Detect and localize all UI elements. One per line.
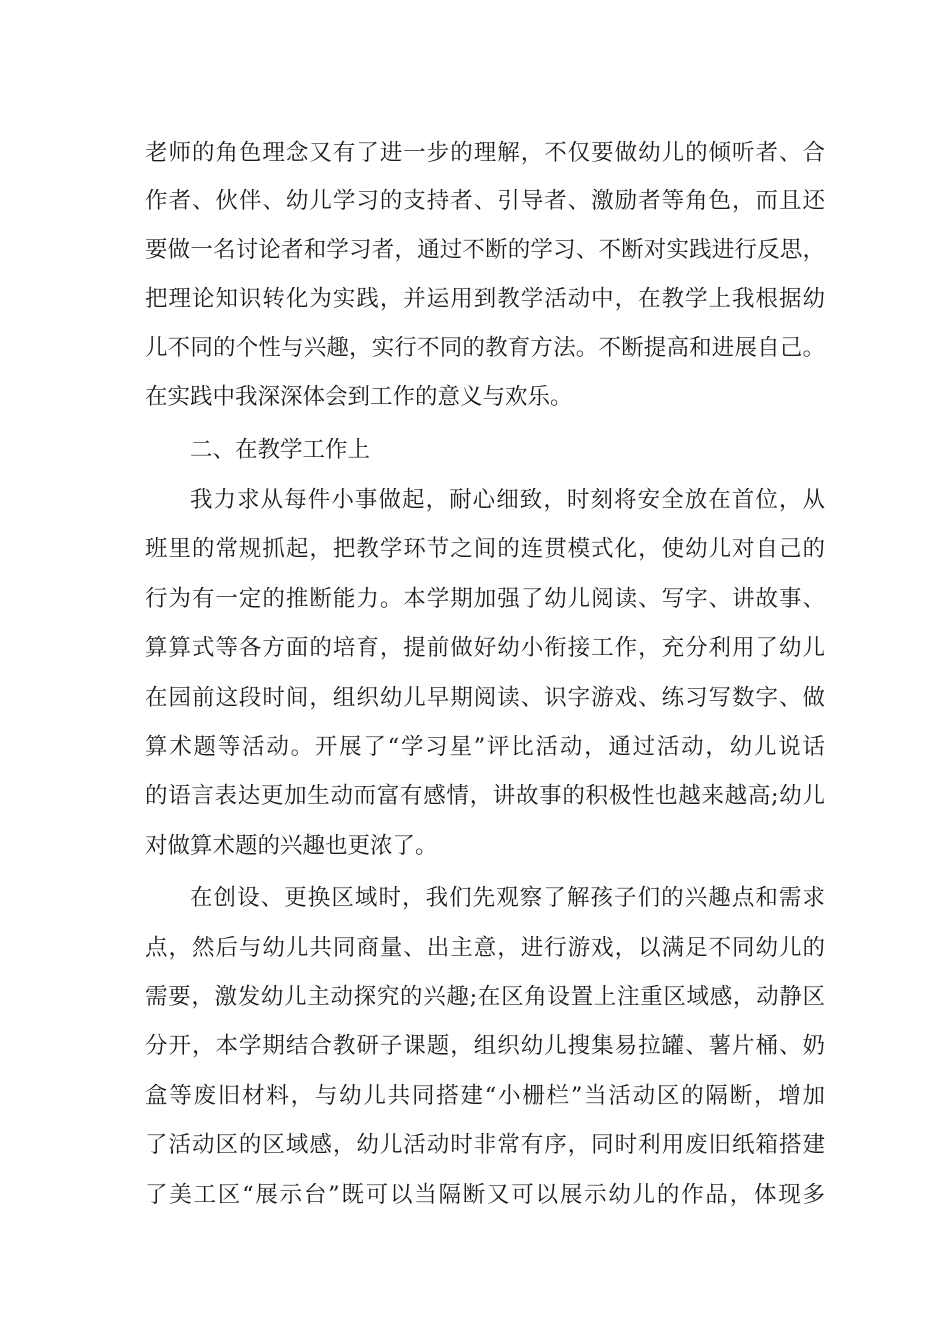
text-line: 点，然后与幼儿共同商量、出主意，进行游戏，以满足不同幼儿的 — [145, 935, 825, 961]
text-line: 算算式等各方面的培育，提前做好幼小衔接工作，充分利用了幼儿 — [145, 635, 825, 661]
text-line: 的语言表达更加生动而富有感情，讲故事的积极性也越来越高;幼儿 — [145, 783, 825, 809]
text-line: 需要，激发幼儿主动探究的兴趣;在区角设置上注重区域感，动静区 — [145, 984, 825, 1010]
section-heading: 二、在教学工作上 — [190, 437, 371, 463]
text-line: 老师的角色理念又有了进一步的理解，不仅要做幼儿的倾听者、合 — [145, 140, 825, 166]
text-line: 在园前这段时间，组织幼儿早期阅读、识字游戏、练习写数字、做 — [145, 685, 825, 711]
text-line: 我力求从每件小事做起，耐心细致，时刻将安全放在首位，从 — [190, 487, 825, 513]
text-line: 算术题等活动。开展了“学习星”评比活动，通过活动，幼儿说话 — [145, 734, 825, 760]
text-line: 盒等废旧材料，与幼儿共同搭建“小栅栏”当活动区的隔断，增加 — [145, 1083, 825, 1109]
text-line: 对做算术题的兴趣也更浓了。 — [145, 833, 438, 859]
text-line: 了美工区“展示台”既可以当隔断又可以展示幼儿的作品，体现多 — [145, 1182, 825, 1208]
text-line: 了活动区的区域感，幼儿活动时非常有序，同时利用废旧纸箱搭建 — [145, 1132, 825, 1158]
text-line: 在创设、更换区域时，我们先观察了解孩子们的兴趣点和需求 — [190, 885, 825, 911]
text-line: 把理论知识转化为实践，并运用到教学活动中，在教学上我根据幼 — [145, 286, 825, 312]
text-line: 分开，本学期结合教研子课题，组织幼儿搜集易拉罐、薯片桶、奶 — [145, 1033, 825, 1059]
text-line: 行为有一定的推断能力。本学期加强了幼儿阅读、写字、讲故事、 — [145, 586, 825, 612]
text-line: 儿不同的个性与兴趣，实行不同的教育方法。不断提高和进展自己。 — [145, 335, 825, 361]
text-line: 作者、伙伴、幼儿学习的支持者、引导者、激励者等角色，而且还 — [145, 188, 825, 214]
text-line: 要做一名讨论者和学习者，通过不断的学习、不断对实践进行反思， — [145, 237, 825, 263]
text-line: 班里的常规抓起，把教学环节之间的连贯模式化，使幼儿对自己的 — [145, 536, 825, 562]
text-line: 在实践中我深深体会到工作的意义与欢乐。 — [145, 384, 573, 410]
